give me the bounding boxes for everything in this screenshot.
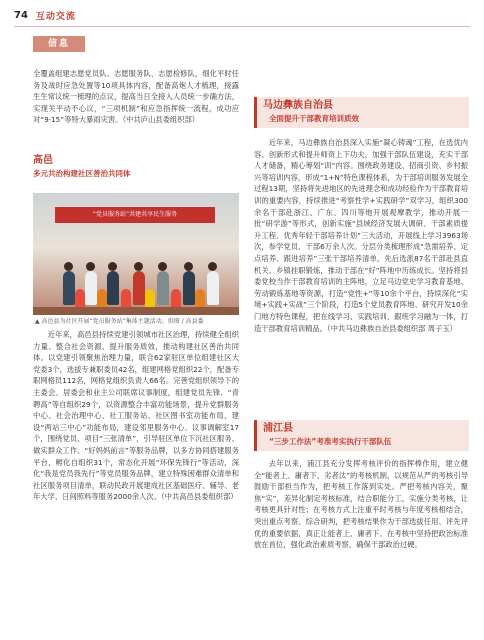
pujiang-subtitle: “三步工作法”考准考实执行干部队伍 (269, 437, 392, 446)
malong-subtitle: 全面提升干部教育培训质效 (269, 114, 359, 123)
person-head (108, 262, 117, 271)
community-photo (33, 193, 239, 315)
photo-floor (33, 307, 239, 315)
left-top-text (33, 68, 239, 126)
page-header (14, 6, 76, 24)
person-figure (133, 271, 145, 305)
gaoyi-heading (33, 154, 131, 180)
person-figure (107, 271, 119, 305)
photo-sign: “党员服务站”共建共享民生服务 (55, 207, 215, 223)
gaoyi-subtitle: 多元共治构建社区善治共同体 (33, 169, 131, 178)
left-bottom-text (33, 329, 239, 503)
right-bottom-text (254, 458, 468, 551)
pujiang-heading (254, 420, 469, 451)
person-head (158, 262, 167, 271)
paragraph: 全覆盖组建志愿党员队、志愿服务队、志愿检修队，细化平时任务及战时应急处置等10项具体内容，配备高炮人才梳理，接露生生常议统一梳理的点议，提高当日全接入人员统一步确方法，实现关平动不心议，“三项机制”和应急指挥统一流程，成功应对“9·15”等特大暴雨灾害。（中共庐山县委组织部） (33, 69, 239, 125)
pujiang-title: 浦江县 (263, 423, 293, 434)
paragraph: 去年以来，浦江县充分发挥考核评价的指挥棒作用，建立健全“能者上、庸者下、劣者汰”的考核机制，以规范从严的考核引导鼓励干部担当作为，把考核工作落到实处。严把考核内容关，聚焦“实”，差异化制定考核标准，结合职能分工，实施分类考核，让考核更具针对性；在考核方式上注重平时考核与年度考核相结合，突出重点考察、综合研判，把考核结果作为干部选拔任用、评先评优的重要依据，真正让能者上、庸者下。在考核中坚持把政治标准放在首位，强化政治素质考察，确保干部政治过硬。 (254, 459, 468, 550)
person-figure (85, 271, 97, 305)
info-tag: 信息 (33, 36, 85, 52)
photo-caption: ▲ 高邑县为社区开展“党员服务站”集体主题活动。供图 / 高县委 (35, 318, 204, 325)
gaoyi-title: 高邑 (33, 155, 53, 166)
page-number: 74 (14, 9, 28, 21)
person-head (208, 262, 217, 271)
person-figure (63, 271, 75, 305)
person-head (184, 262, 193, 271)
malong-heading (254, 97, 469, 128)
right-top-text (254, 137, 468, 334)
section-name: 互动交流 (35, 11, 76, 22)
paragraph: 近年来，马边彝族自治县深入实施“凝心铸魂”工程，在选优内容、创新形式和提升师资上下功夫，加强干部队伍建设，充实干部人才储备，精心筹划“训”内容。围绕政务建设、招商引资、乡村振兴等培训内容，形成“1+N”特色课程体系，为干部培训服务发展全过程13期，坚持将先进地区的先进理念和成功经验作为干部教育培训的重要内容，持续推进“考察性学+实践研学”双学习，组织300余名干部赴浙江、广东、四川等地开展观摩教学，推动开展一批“研学游”等形式，创新实施“县域经济发展大调研、干部素质提升工程、优秀年轻干部培养计划”三大活动，开展线上学习3963场次，参学党员、干部6万余人次。分层分类梳理形成“急需培养、定点培养、跟进培养”三张干部培养清单，先后选派87名干部赴县直机关、乡镇挂职锻炼，推动干部在“好”阵地中历练成长。坚持将县委党校当作干部教育培训的主阵地，立足马边党史学习教育基地、劳动锻炼基地等资源，打造“党性+”等10余个平台，持续深化“实境+实践+实战”三个阶段，打造5个党员教育阵地、研究开发10余门地方特色课程，把在线学习、实践培训、跟班学习融为一体，打造干部教育培训精品。（中共马边彝族自治县委组织部 周子玉） (254, 138, 468, 333)
header-rule (14, 26, 470, 27)
person-figure (207, 271, 219, 305)
person-head (86, 262, 95, 271)
paragraph: 近年来，高邑县持续党建引领城市社区治理，持续健全组织力量、整合社会资源、提升服务质效，推动构建社区善治共同体。以党建引领聚焦治理力量，联合62家驻区单位组建社区大党委3个，选拔专兼职委员42名，组建网格党组织22个，配备专职网格员112名，网格党组织负责人66名。完善党组织领导下的主委会、居委会和业主公司联席议事制度，组建党员先锋、“青聘高”等自组织29个，以资源整合丰富功能场景，提升党群服务中心、社会治理中心、社工服务站、社区图书室功能布局，建设“两站三中心”功能布局，建设邻里服务中心、议事调解室17个，围绕党员、项目“三张清单”，引导驻区单位下沉社区服务、做实群众工作、“好妈妈前言”等服务品牌，以多方协同搭建服务平台，孵化自组织31个，常态化开展“环保先锋行”等活动，深化“我是党员我先行”等党员服务品牌，建立特殊困难群众清单和社区服务项目清单，联动民政开展建成社区基础医疗、辅导、老年大学、日间照料等服务2000余人次。（中共高邑县委组织部） (33, 330, 239, 502)
person-figure (157, 271, 169, 305)
person-figure (183, 271, 195, 305)
person-head (134, 262, 143, 271)
person-head (64, 262, 73, 271)
malong-title: 马边彝族自治县 (263, 100, 333, 111)
